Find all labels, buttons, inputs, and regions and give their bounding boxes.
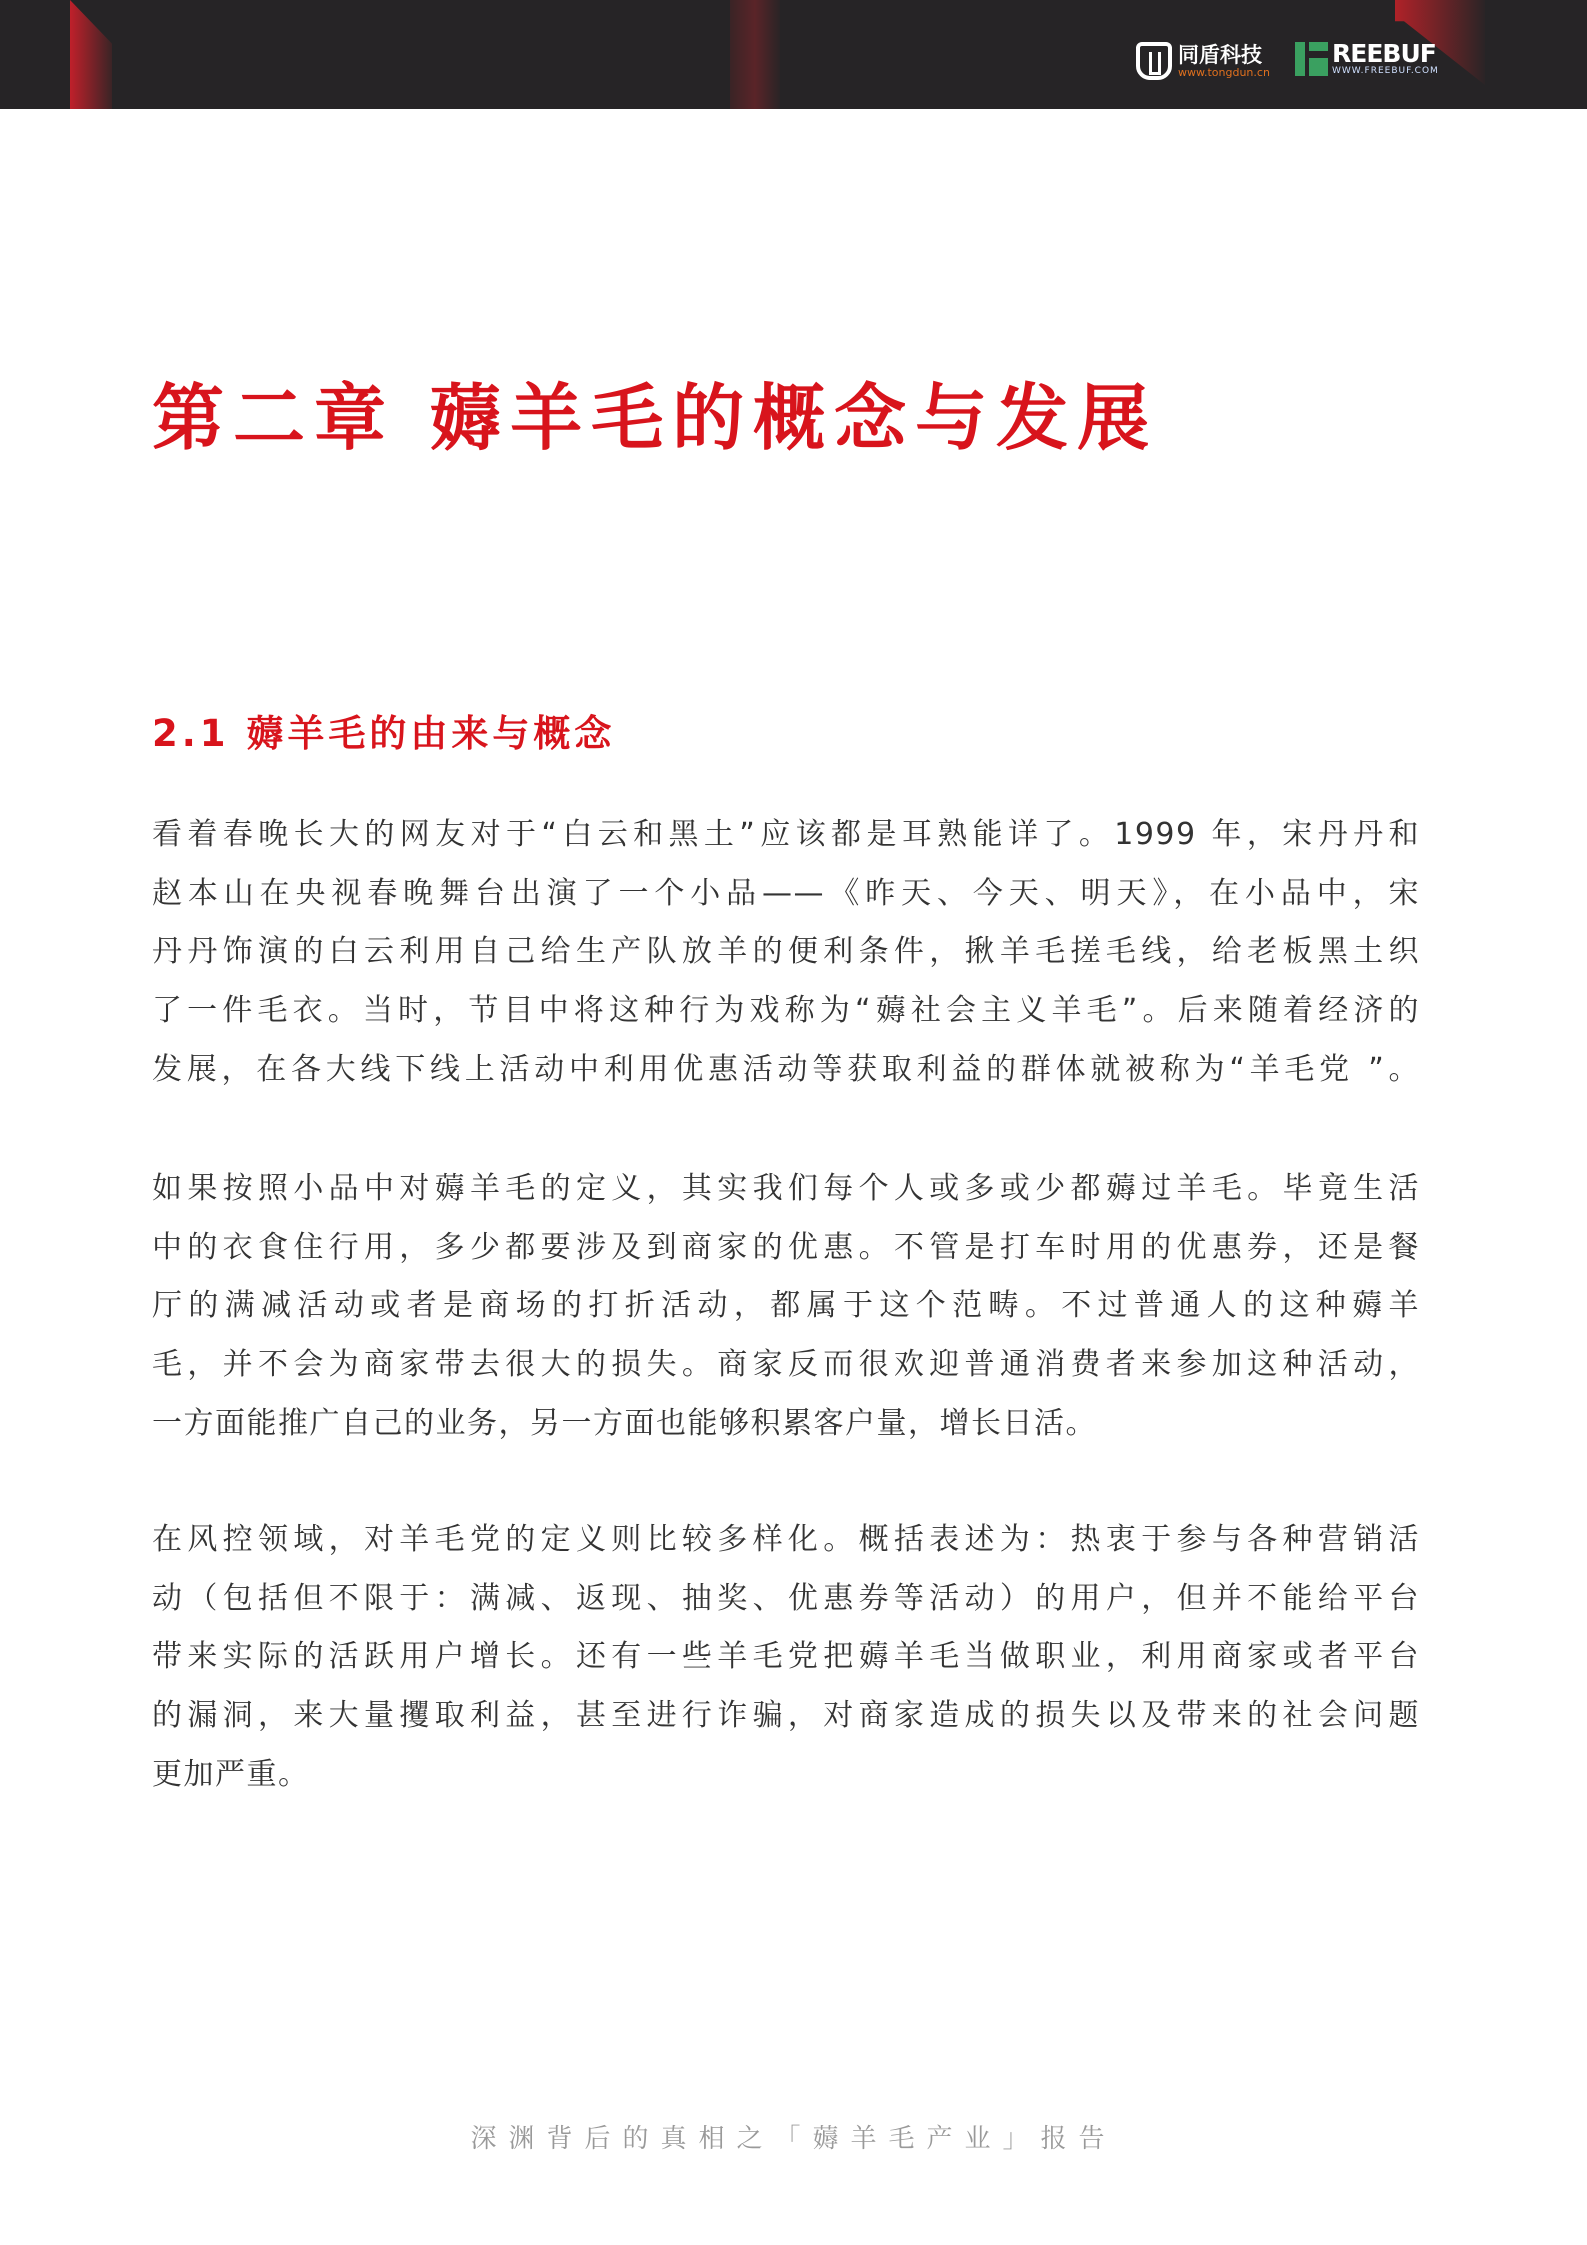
section-title: 2.1 薅羊毛的由来与概念 (152, 712, 616, 755)
text-line: 看着春晚长大的网友对于“白云和黑土”应该都是耳熟能详了。1999 年，宋丹丹和 (152, 817, 1420, 852)
freebuf-f-icon (1309, 42, 1328, 76)
text-line: 厅的满减活动或者是商场的打折活动，都属于这个范畴。不过普通人的这种薅羊 (152, 1288, 1420, 1324)
logo-url: WWW.FREEBUF.COM (1332, 66, 1439, 76)
text-line: 动（包括但不限于：满减、返现、抽奖、优惠券等活动）的用户，但并不能给平台 (152, 1580, 1420, 1616)
tongdun-logo (1136, 42, 1270, 80)
text-line: 在风控领域，对羊毛党的定义则比较多样化。概括表述为：热衷于参与各种营销活 (152, 1522, 1420, 1557)
freebuf-f-icon (1295, 42, 1305, 76)
text-line: 中的衣食住行用，多少都要涉及到商家的优惠。不管是打车时用的优惠券，还是餐 (152, 1229, 1420, 1265)
paragraph-2 (152, 1160, 1420, 1454)
text-line: 的漏洞，来大量攫取利益，甚至进行诈骗，对商家造成的损失以及带来的社会问题 (152, 1698, 1420, 1734)
chapter-title: 第二章 薅羊毛的概念与发展 (152, 376, 1159, 460)
page-footer: 深渊背后的真相之「薅羊毛产业」报告 (470, 2124, 1117, 2154)
text-line: 如果按照小品中对薅羊毛的定义，其实我们每个人或多或少都薅过羊毛。毕竟生活 (152, 1171, 1420, 1206)
text-line: 赵本山在央视春晚舞台出演了一个小品——《昨天、今天、明天》，在小品中，宋 (152, 875, 1420, 911)
freebuf-logo (1295, 39, 1439, 76)
logo-url: www.tongdun.cn (1178, 65, 1270, 79)
paragraph-1 (152, 806, 1420, 1100)
paragraph-3 (152, 1511, 1420, 1805)
text-line: 一方面能推广自己的业务，另一方面也能够积累客户量，增长日活。 (152, 1405, 1097, 1441)
text-line: 丹丹饰演的白云利用自己给生产队放羊的便利条件，揪羊毛搓毛线，给老板黑土织 (152, 934, 1420, 970)
logo-name: REEBUF (1332, 39, 1436, 68)
text-line: 带来实际的活跃用户增长。还有一些羊毛党把薅羊毛当做职业，利用商家或者平台 (152, 1639, 1420, 1675)
header-decoration (730, 0, 780, 109)
header-decoration (70, 0, 112, 109)
text-line: 了一件毛衣。当时，节目中将这种行为戏称为“薅社会主义羊毛”。后来随着经济的 (152, 993, 1420, 1029)
text-line: 更加严重。 (152, 1756, 310, 1792)
text-line: 毛，并不会为商家带去很大的损失。商家反而很欢迎普通消费者来参加这种活动， (152, 1347, 1420, 1383)
shield-logo-icon (1136, 42, 1172, 80)
text-line: 发展，在各大线下线上活动中利用优惠活动等获取利益的群体就被称为“羊毛党 ”。 (152, 1051, 1420, 1087)
page-header (0, 0, 1587, 109)
logo-name: 同盾科技 (1178, 42, 1262, 67)
